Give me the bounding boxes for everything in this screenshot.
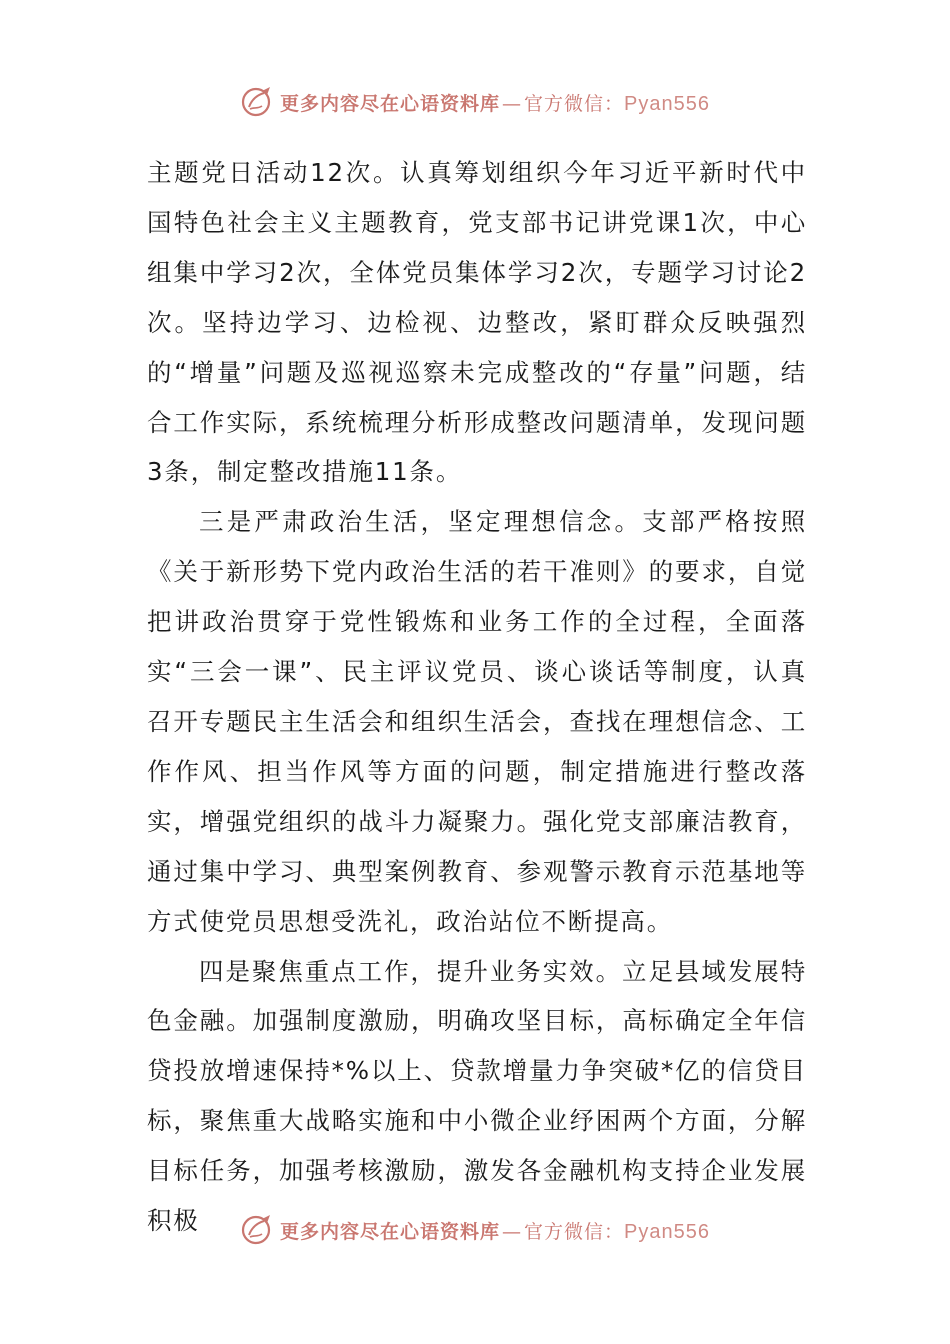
banner-wechat-id: Pyan556: [624, 1220, 710, 1243]
banner-separator: —: [502, 1220, 523, 1243]
pen-signature-logo-icon: [240, 85, 274, 119]
banner-brand: 更多内容尽在心语资料库: [280, 1220, 501, 1243]
paragraph-2: 三是严肃政治生活，坚定理想信念。支部严格按照《关于新形势下党内政治生活的若干准则》的要求，自觉把讲政治贯穿于党性锻炼和业务工作的全过程，全面落实“三会一课”、民主评议党员、谈心谈话等制度，认真召开专题民主生活会和组织生活会，查找在理想信念、工作作风、担当作风等方面的问题，制定措施进行整改落实，增强党组织的战斗力凝聚力。强化党支部廉洁教育，通过集中学习、典型案例教育、参观警示教育示范基地等方式使党员思想受洗礼，政治站位不断提高。: [147, 507, 807, 936]
document-body: [147, 148, 807, 1246]
paragraph-1: 主题党日活动12次。认真筹划组织今年习近平新时代中国特色社会主义主题教育，党支部书记讲党课1次，中心组集中学习2次，全体党员集体学习2次，专题学习讨论2次。坚持边学习、边检视、边整改，紧盯群众反映强烈的“增量”问题及巡视巡察未完成整改的“存量”问题，结合工作实际，系统梳理分析形成整改问题清单，发现问题3条，制定整改措施11条。: [147, 158, 807, 487]
pen-signature-logo-icon: [240, 1213, 274, 1247]
header-banner: [0, 82, 950, 122]
banner-separator: —: [502, 92, 523, 115]
banner-text: [280, 89, 710, 116]
banner-wechat-id: Pyan556: [624, 92, 710, 115]
banner-brand: 更多内容尽在心语资料库: [280, 92, 501, 115]
footer-banner: [0, 1210, 950, 1250]
banner-label: 官方微信：: [524, 92, 625, 115]
banner-text: [280, 1217, 710, 1244]
paragraph-3: 四是聚焦重点工作，提升业务实效。立足县域发展特色金融。加强制度激励，明确攻坚目标，高标确定全年信贷投放增速保持*%以上、贷款增量力争突破*亿的信贷目标，聚焦重大战略实施和中小微企业纾困两个方面，分解目标任务，加强考核激励，激发各金融机构支持企业发展积极: [147, 956, 807, 1236]
banner-label: 官方微信：: [524, 1220, 625, 1243]
